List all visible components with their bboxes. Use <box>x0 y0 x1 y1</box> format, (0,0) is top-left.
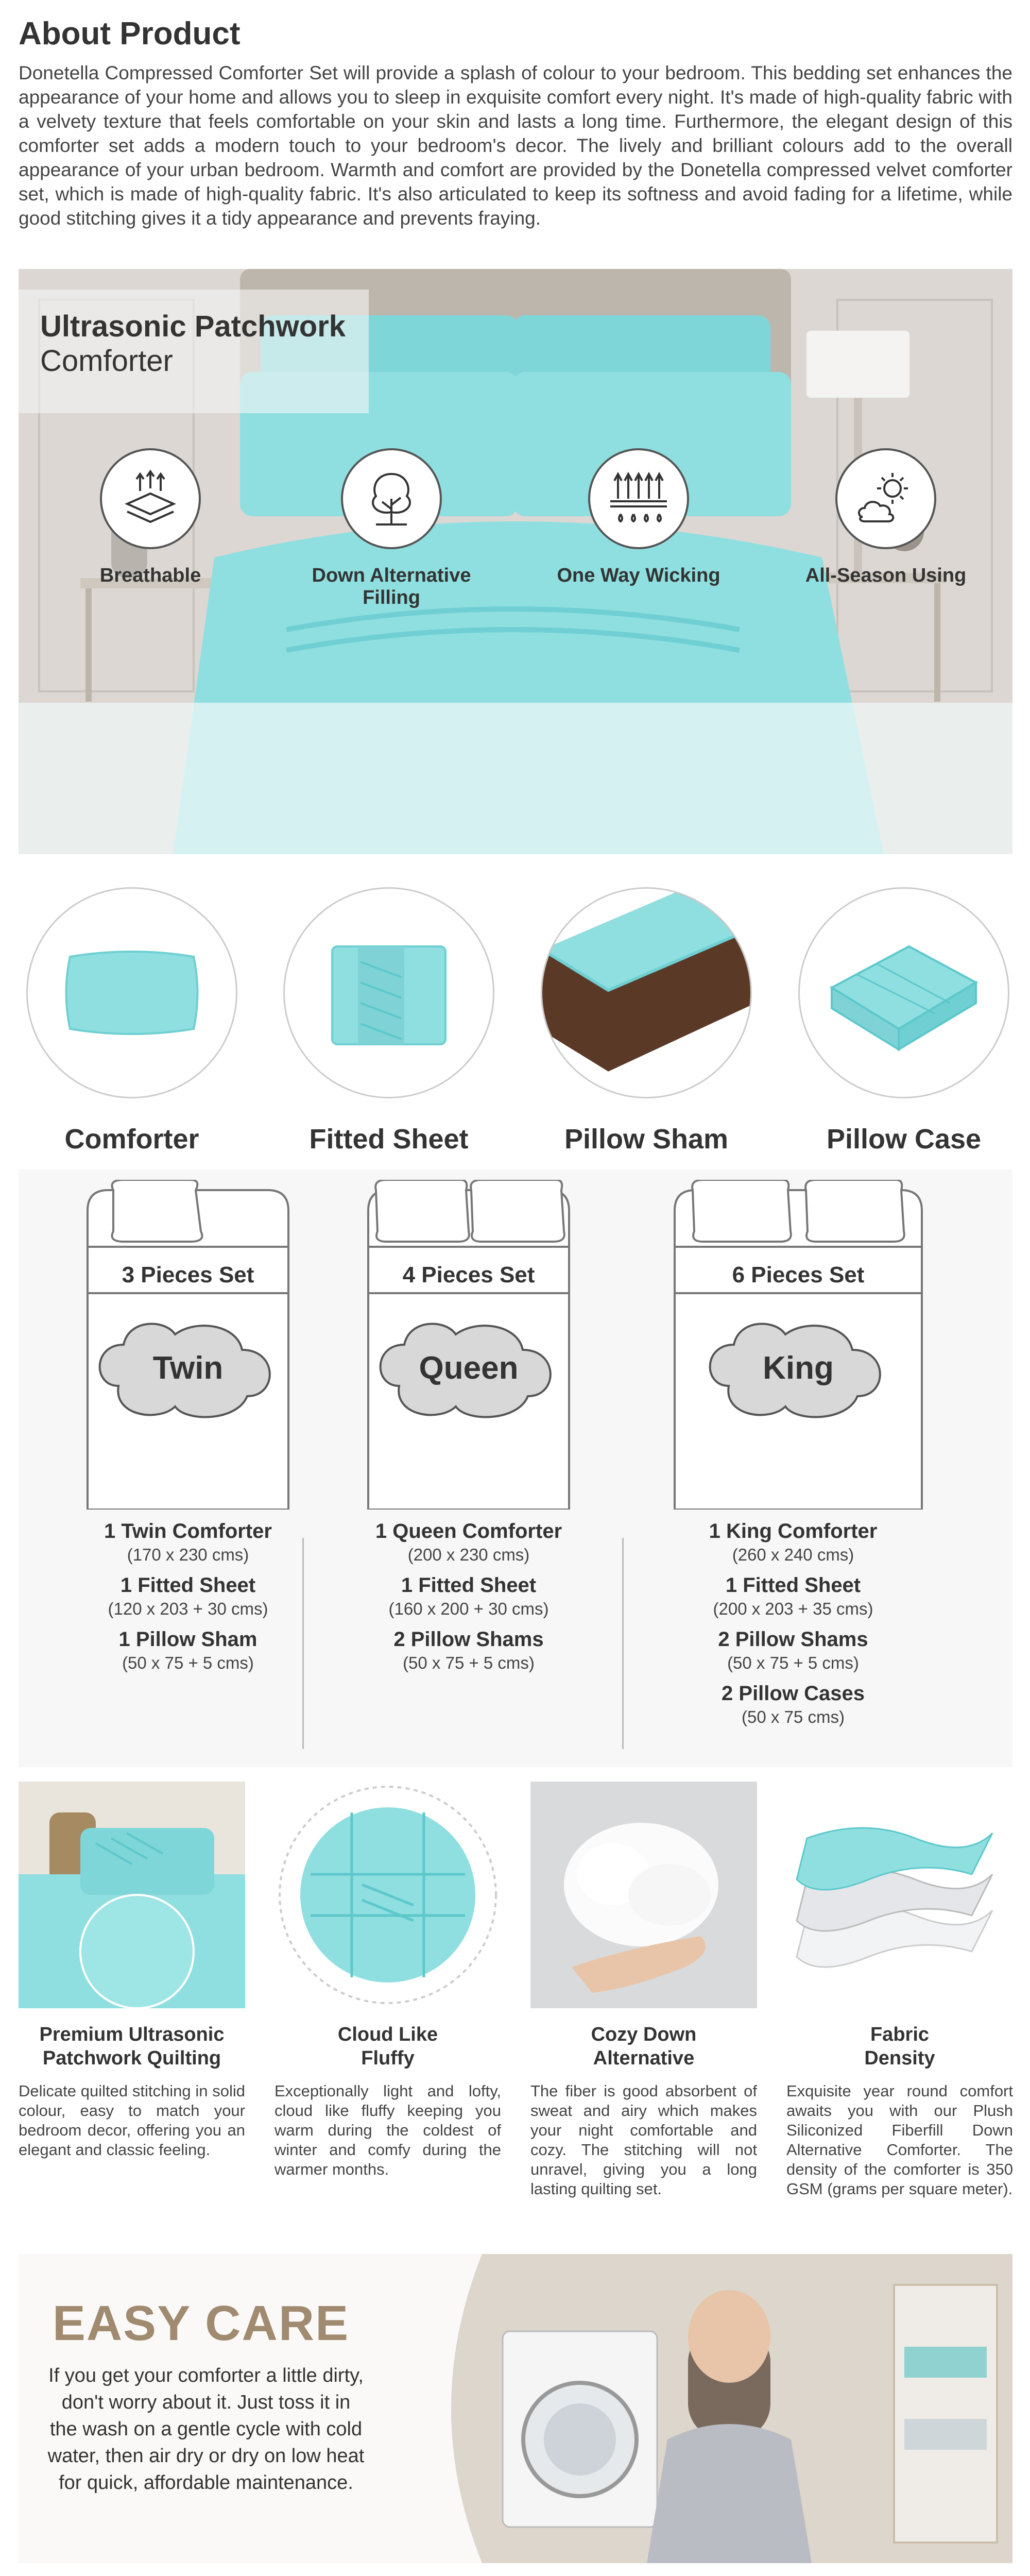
set-title: 3 Pieces Set <box>122 1262 254 1287</box>
product-description: Donetella Compressed Comforter Set will provide a splash of colour to your bedroom. This bedding set enhances the appearance of your home and allows you to sleep in exquisite comfort every night. It's made of high-quality fabric with a velvety texture that feels comfortable on your skin and lasts a long time. Furthermore, the elegant design of this comforter set adds a modern touch to your bedroom's decor. The lively and brilliant colours add to the overall appearance of your urban bedroom. Warmth and comfort are provided by the Donetella compressed velvet comforter set, which is made of high-quality fabric. It's also articulated to keep its softness and avoid fading for a lifetime, while good stitching gives it a tidy appearance and prevents fraying. <box>19 62 1012 229</box>
folded-comforter-image <box>798 887 1009 1098</box>
sun-cloud-icon <box>835 448 936 549</box>
bed-outline-twin <box>82 1180 294 1510</box>
set-item-name: 1 Fitted Sheet <box>401 1574 537 1597</box>
feature-all-season <box>788 448 984 587</box>
care-title: EASY CARE <box>52 2296 350 2351</box>
set-title: 6 Pieces Set <box>732 1262 865 1287</box>
product-pillow-case <box>796 887 1012 1155</box>
feature-heading: Fabric Density <box>864 2024 935 2069</box>
wicking-icon <box>588 448 689 549</box>
set-twin <box>44 1180 332 1673</box>
product-label: Comforter <box>64 1124 199 1155</box>
set-item-dim: (260 x 240 cms) <box>732 1545 854 1564</box>
set-item-name: 1 Queen Comforter <box>375 1520 562 1543</box>
hero-title: Ultrasonic Patchwork <box>40 310 346 343</box>
product-pillow-sham <box>538 887 754 1155</box>
laundry-image <box>420 2254 1012 2563</box>
set-item-dim: (50 x 75 cms) <box>742 1707 845 1726</box>
set-size: Queen <box>419 1350 519 1386</box>
feature-quilting <box>19 1782 245 2160</box>
feature-cloud-fluffy <box>274 1782 501 2179</box>
set-item-dim: (50 x 75 + 5 cms) <box>122 1653 254 1672</box>
feature-fabric-density <box>786 1782 1013 2199</box>
product-fitted-sheet <box>281 887 497 1155</box>
quilting-image <box>19 1782 245 2008</box>
bed-outline-queen <box>363 1180 574 1510</box>
set-queen <box>324 1180 613 1673</box>
sham-image <box>283 887 494 1098</box>
feature-heading: Cozy Down Alternative <box>591 2024 697 2069</box>
feature-down-alternative <box>294 448 489 609</box>
fiber-image <box>530 1782 757 2008</box>
product-label: Pillow Case <box>826 1124 982 1155</box>
feature-label: All-Season Using <box>805 565 967 586</box>
feature-band <box>19 703 1012 854</box>
hero-subtitle: Comforter <box>40 344 173 378</box>
feature-text: Delicate quilted stitching in solid colour, easy to match your bedroom decor, offering you an elegant and classic feeling. <box>19 2082 245 2159</box>
feature-text: The fiber is good absorbent of sweat and airy which makes your night comfortable and cozy. The stitching will not unravel, giving you a long lasting quilting set. <box>530 2082 757 2198</box>
set-item-name: 2 Pillow Cases <box>722 1682 865 1705</box>
set-item-name: 1 King Comforter <box>709 1520 878 1543</box>
divider <box>302 1538 304 1749</box>
feature-text: Exceptionally light and lofty, cloud like fluffy keeping you warm during the coldest of winter and comfy during the warmer months. <box>274 2082 501 2178</box>
set-item-dim: (170 x 230 cms) <box>127 1545 249 1564</box>
set-item-dim: (50 x 75 + 5 cms) <box>403 1653 535 1672</box>
set-title: 4 Pieces Set <box>402 1262 535 1287</box>
set-item-dim: (50 x 75 + 5 cms) <box>727 1653 859 1672</box>
set-size: King <box>763 1350 834 1386</box>
set-item-name: 1 Fitted Sheet <box>120 1574 256 1597</box>
set-item-dim: (160 x 200 + 30 cms) <box>388 1599 549 1618</box>
feature-label: Down Alternative Filling <box>312 565 471 608</box>
set-item-name: 1 Pillow Sham <box>118 1628 258 1651</box>
set-item-name: 2 Pillow Shams <box>393 1628 544 1651</box>
set-item-name: 1 Twin Comforter <box>104 1520 272 1543</box>
divider <box>622 1538 624 1749</box>
layers-icon <box>100 448 201 549</box>
fluffy-image <box>274 1782 501 2008</box>
set-item-dim: (200 x 203 + 35 cms) <box>713 1599 873 1618</box>
set-item-dim: (120 x 203 + 30 cms) <box>108 1599 268 1618</box>
feature-heading: Cloud Like Fluffy <box>337 2024 438 2069</box>
feature-one-way-wicking <box>541 448 736 587</box>
feature-label: One Way Wicking <box>557 565 720 586</box>
product-comforter <box>24 887 240 1155</box>
feature-breathable <box>53 448 248 587</box>
bed-outline-king <box>670 1180 927 1510</box>
feature-heading: Premium Ultrasonic Patchwork Quilting <box>39 2024 225 2069</box>
set-item-name: 2 Pillow Shams <box>718 1628 868 1651</box>
set-king <box>654 1180 942 1727</box>
fitted-sheet-image <box>541 887 752 1098</box>
care-text: If you get your comforter a little dirty, don't worry about it. Just toss it in the wash on a gentle cycle with cold water, then air dry or dry on low heat for quick, affordable maintenance. <box>47 2365 365 2494</box>
set-item-name: 1 Fitted Sheet <box>725 1574 861 1597</box>
feature-text: Exquisite year round comfort awaits you with our Plush Siliconized Fiberfill Down Alternative Comforter. The density of the comforter is 350 GSM (grams per square meter). <box>786 2082 1013 2198</box>
tree-icon <box>341 448 442 549</box>
product-label: Fitted Sheet <box>309 1124 469 1155</box>
product-label: Pillow Sham <box>564 1124 729 1155</box>
set-item-dim: (200 x 230 cms) <box>407 1545 530 1564</box>
page-title: About Product <box>19 16 241 52</box>
feature-label: Breathable <box>99 565 201 586</box>
set-size: Twin <box>152 1350 224 1386</box>
feature-cozy-down <box>530 1782 757 2199</box>
layers-image <box>786 1782 1013 2008</box>
pillow-image <box>26 887 237 1098</box>
